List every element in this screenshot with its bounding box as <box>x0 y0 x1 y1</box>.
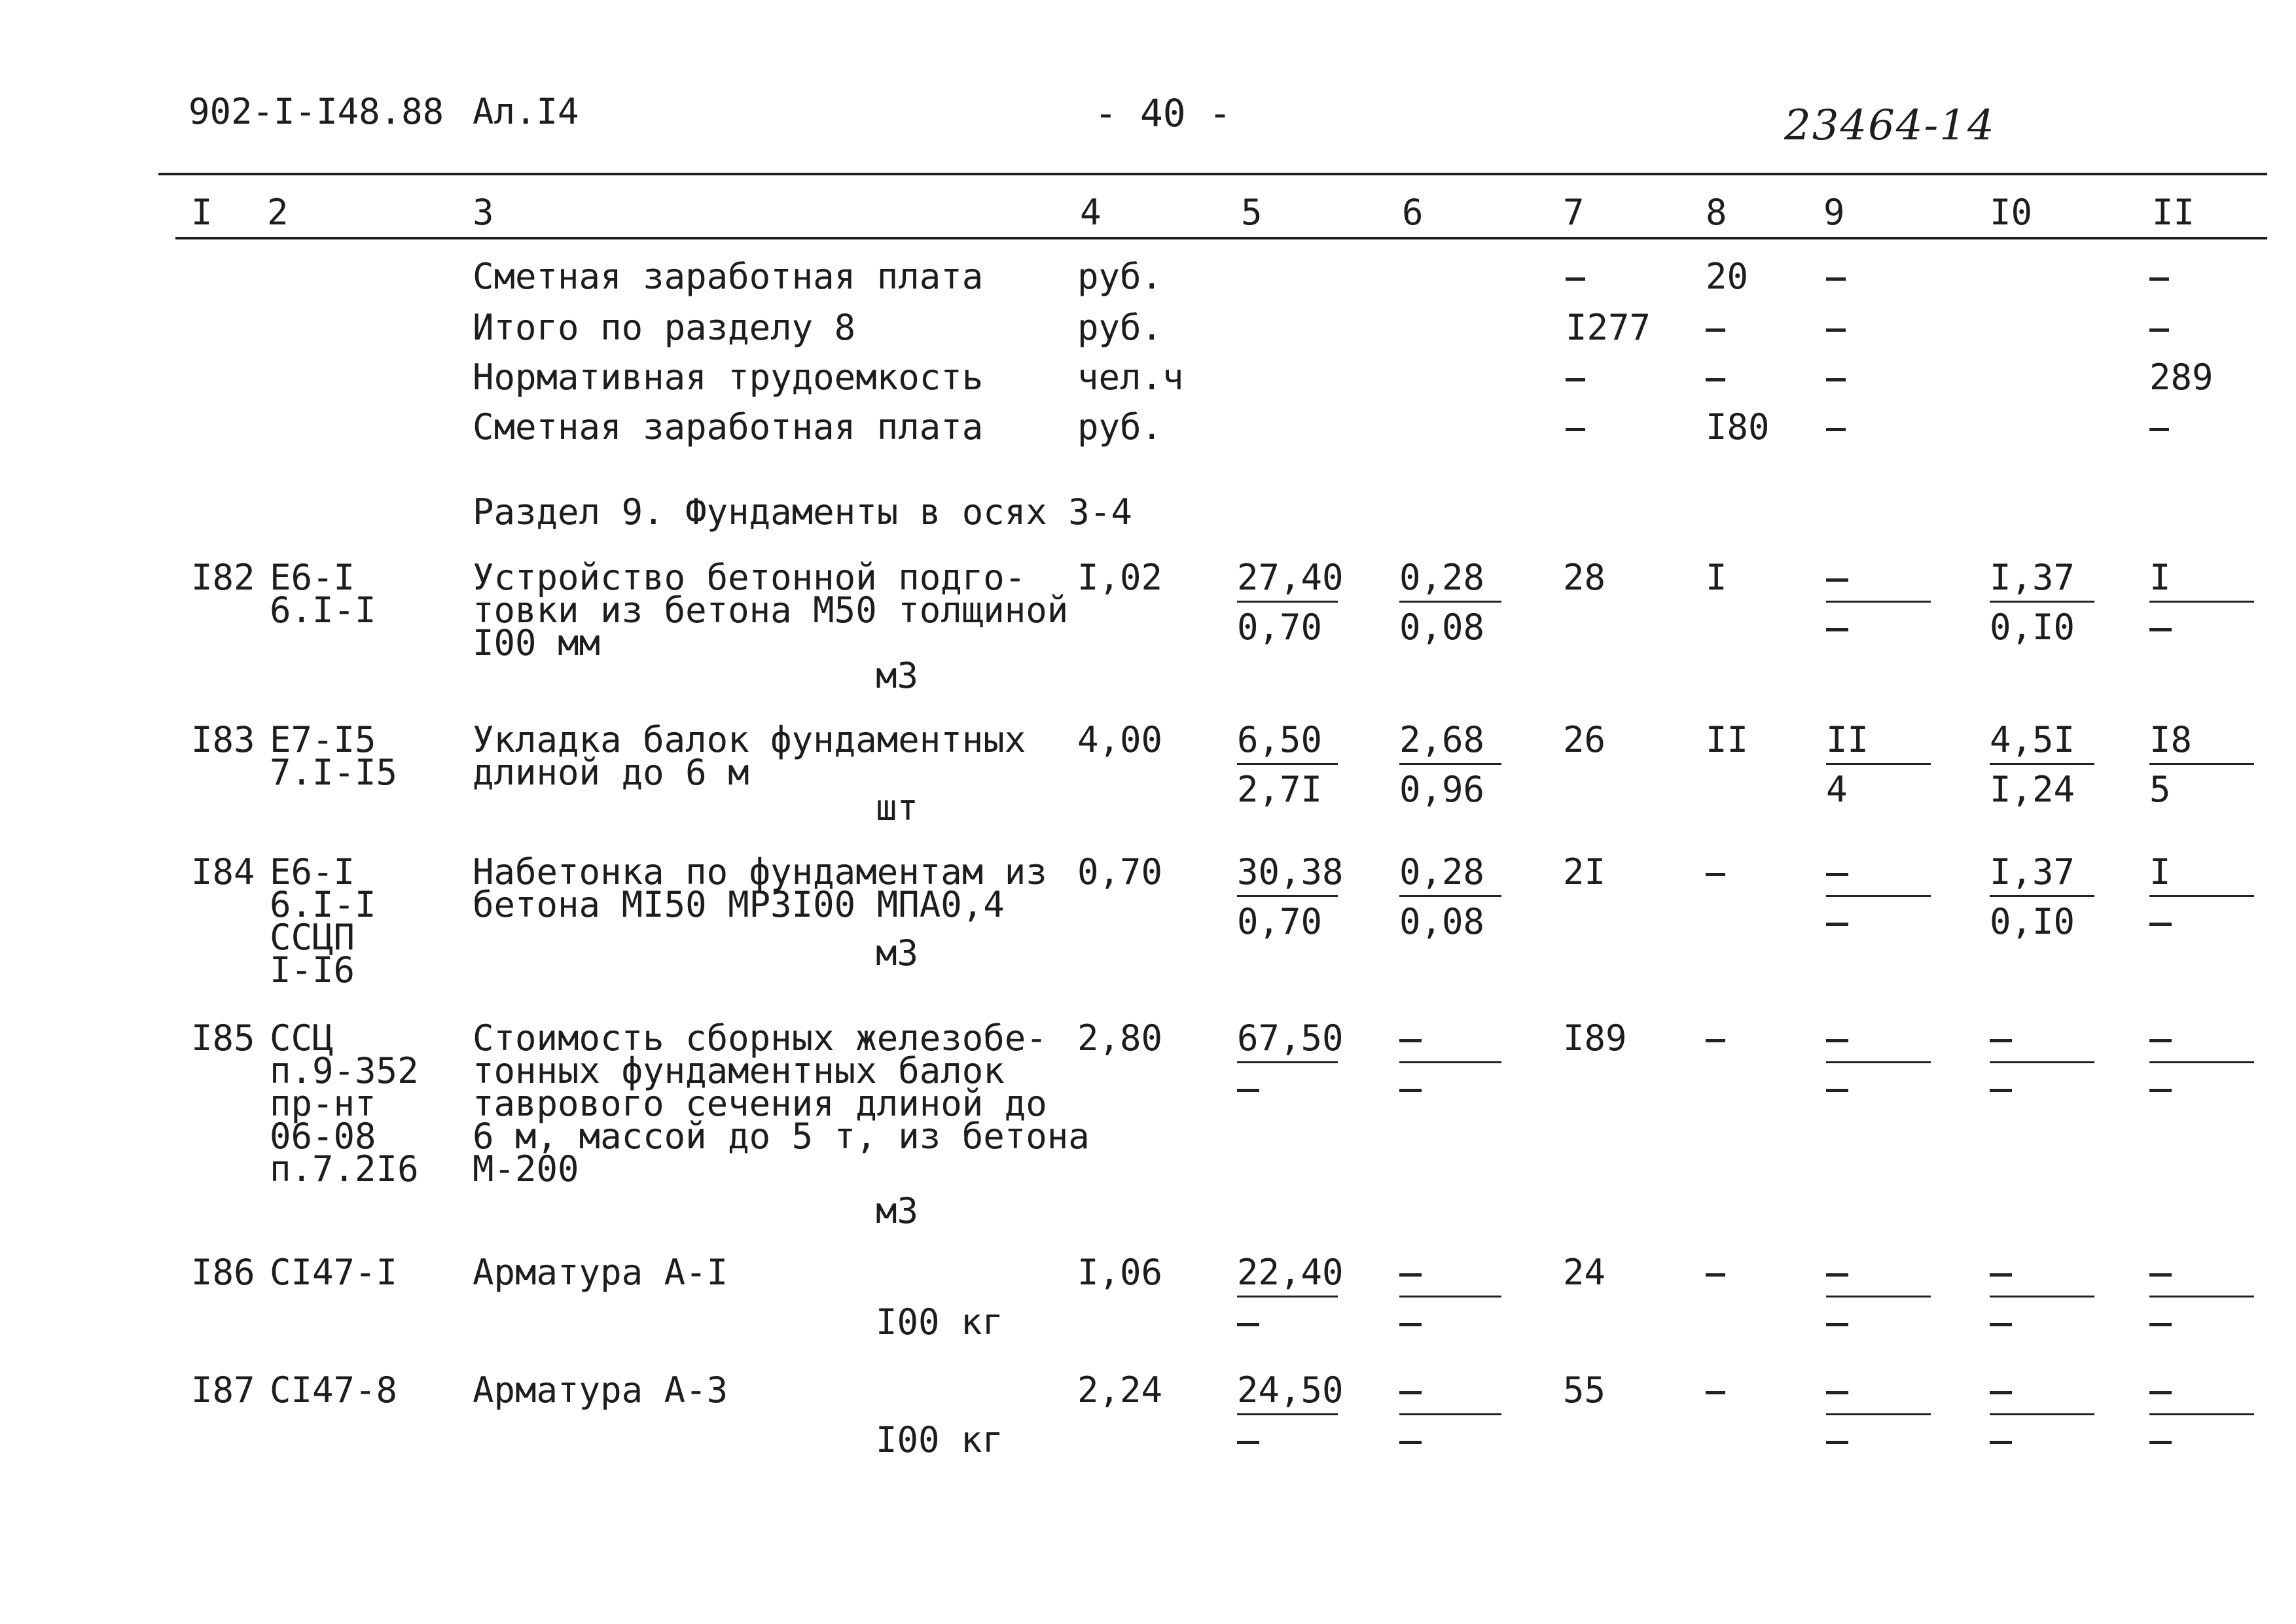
description-line: М-200 <box>473 1148 579 1190</box>
col10-top <box>1990 1391 2012 1394</box>
column-header-2: 2 <box>267 192 289 233</box>
col6-top <box>1399 1391 1422 1394</box>
col11-bar <box>2149 895 2254 897</box>
norm-code-line: п.7.2I6 <box>270 1148 419 1190</box>
norm-code-line: Е6-I <box>270 557 355 598</box>
col9-bar <box>1826 1061 1931 1063</box>
col10-bar <box>1990 763 2094 765</box>
col6-bar <box>1399 1413 1501 1415</box>
description-line: 6 м, массой до 5 т, из бетона <box>473 1116 1090 1157</box>
norm-code-line: ССЦП <box>270 917 355 958</box>
col11-bar <box>2149 601 2254 603</box>
col6-bar <box>1399 895 1501 897</box>
col5-top: 6,50 <box>1237 719 1323 760</box>
summary-col7: I277 <box>1566 307 1651 348</box>
col10-bar <box>1990 895 2094 897</box>
summary-text: Нормативная трудоемкость <box>473 357 984 398</box>
quantity: 4,00 <box>1077 719 1163 760</box>
summary-col11 <box>2149 328 2169 332</box>
col6-top: 0,28 <box>1399 557 1485 598</box>
col11-bottom <box>2149 1323 2172 1326</box>
col6-bottom: 0,96 <box>1399 769 1485 810</box>
col6-bottom: 0,08 <box>1399 901 1485 942</box>
column-header-3: 3 <box>473 192 494 233</box>
quantity: 2,80 <box>1077 1017 1163 1059</box>
col9-bar <box>1826 601 1931 603</box>
col5-bar <box>1237 1413 1338 1415</box>
norm-code-line: Е6-I <box>270 851 355 892</box>
column-header-11: II <box>2152 192 2195 233</box>
norm-code-line: ССЦ <box>270 1017 334 1059</box>
col5-top: 30,38 <box>1237 851 1344 892</box>
norm-code-line: 6.I-I <box>270 884 376 925</box>
col10-top: 4,5I <box>1990 719 2075 760</box>
col5-top: 67,50 <box>1237 1017 1344 1059</box>
col10-bottom <box>1990 1089 2012 1092</box>
col10-bottom: 0,I0 <box>1990 607 2075 648</box>
column-header-8: 8 <box>1706 192 1727 233</box>
table-top-rule <box>158 173 2267 175</box>
col7: 26 <box>1563 719 1606 760</box>
summary-col8: I80 <box>1706 406 1770 448</box>
col6-top: 0,28 <box>1399 851 1485 892</box>
col11-bottom <box>2149 1089 2172 1092</box>
column-header-5: 5 <box>1241 192 1263 233</box>
col9-top <box>1826 1039 1848 1042</box>
col9-bar <box>1826 1413 1931 1415</box>
col10-bottom <box>1990 1323 2012 1326</box>
col9-top <box>1826 873 1848 876</box>
col7: 28 <box>1563 557 1606 598</box>
summary-text: Сметная заработная плата <box>473 256 984 297</box>
col5-bottom <box>1237 1441 1259 1444</box>
norm-code-line: п.9-352 <box>270 1050 419 1091</box>
description-line: Укладка балок фундаментных <box>473 719 1026 760</box>
col5-top: 22,40 <box>1237 1252 1344 1293</box>
description-line: тонных фундаментных балок <box>473 1050 1005 1091</box>
col11-bar <box>2149 763 2254 765</box>
quantity: I,06 <box>1077 1252 1163 1293</box>
summary-unit: руб. <box>1077 307 1163 348</box>
col6-bottom: 0,08 <box>1399 607 1485 648</box>
sheet-label: Ал.I4 <box>473 91 579 132</box>
summary-col9 <box>1826 378 1846 381</box>
col5-bar <box>1237 895 1338 897</box>
summary-col8 <box>1706 328 1725 332</box>
col9-top: II <box>1826 719 1869 760</box>
column-header-4: 4 <box>1080 192 1102 233</box>
unit-label: м3 <box>876 655 919 696</box>
col7: I89 <box>1563 1017 1627 1059</box>
description-line: Устройство бетонной подго- <box>473 557 1026 598</box>
col11-bar <box>2149 1296 2254 1297</box>
summary-col7 <box>1566 378 1585 381</box>
description-line: таврового сечения длиной до <box>473 1083 1047 1124</box>
column-header-9: 9 <box>1823 192 1845 233</box>
column-header-7: 7 <box>1563 192 1585 233</box>
summary-col7 <box>1566 277 1585 281</box>
col8: I <box>1706 557 1727 598</box>
row-number: I82 <box>191 557 255 598</box>
summary-col11: 289 <box>2149 357 2214 398</box>
summary-col9 <box>1826 328 1846 332</box>
column-header-10: I0 <box>1990 192 2033 233</box>
document-code: 902-I-I48.88 <box>188 91 444 132</box>
col11-bottom <box>2149 628 2172 631</box>
summary-text: Сметная заработная плата <box>473 406 984 448</box>
section-title: Раздел 9. Фундаменты в осях 3-4 <box>473 491 1132 533</box>
col10-top: I,37 <box>1990 851 2075 892</box>
col10-top <box>1990 1273 2012 1277</box>
summary-col9 <box>1826 428 1846 431</box>
row-number: I84 <box>191 851 255 892</box>
col8: II <box>1706 719 1749 760</box>
col8 <box>1706 873 1725 876</box>
col11-bottom <box>2149 1441 2172 1444</box>
col5-bar <box>1237 1296 1338 1297</box>
col11-bar <box>2149 1413 2254 1415</box>
quantity: 0,70 <box>1077 851 1163 892</box>
col6-bottom <box>1399 1323 1422 1326</box>
row-number: I83 <box>191 719 255 760</box>
col9-bottom <box>1826 628 1848 631</box>
col9-bottom <box>1826 1441 1848 1444</box>
norm-code-line: 06-08 <box>270 1116 376 1157</box>
quantity: 2,24 <box>1077 1369 1163 1411</box>
description-line: I00 мм <box>473 622 601 663</box>
description-line: Набетонка по фундаментам из <box>473 851 1047 892</box>
description-line: длиной до 6 м <box>473 752 749 793</box>
norm-code-line: пр-нт <box>270 1083 376 1124</box>
page-number: - 40 - <box>1094 91 1232 135</box>
col10-bottom: 0,I0 <box>1990 901 2075 942</box>
col10-bottom <box>1990 1441 2012 1444</box>
col9-bottom <box>1826 1323 1848 1326</box>
norm-code-line: I-I6 <box>270 949 355 991</box>
col9-top <box>1826 578 1848 582</box>
col7: 55 <box>1563 1369 1606 1411</box>
description-line: товки из бетона М50 толщиной <box>473 590 1069 631</box>
col10-bar <box>1990 1061 2094 1063</box>
doc-number: 23464-14 <box>1784 101 1996 150</box>
col6-bar <box>1399 601 1501 603</box>
col9-bar <box>1826 1296 1931 1297</box>
col11-top: I8 <box>2149 719 2193 760</box>
col6-top <box>1399 1273 1422 1277</box>
summary-col9 <box>1826 277 1846 281</box>
summary-text: Итого по разделу 8 <box>473 307 856 348</box>
col11-bottom: 5 <box>2149 769 2171 810</box>
col6-top: 2,68 <box>1399 719 1485 760</box>
col5-bottom: 2,7I <box>1237 769 1323 810</box>
col5-bottom: 0,70 <box>1237 901 1323 942</box>
col5-top: 27,40 <box>1237 557 1344 598</box>
unit-label: шт <box>876 787 919 828</box>
col6-bar <box>1399 1061 1501 1063</box>
summary-unit: руб. <box>1077 256 1163 297</box>
col10-top: I,37 <box>1990 557 2075 598</box>
summary-col8 <box>1706 378 1725 381</box>
col5-bar <box>1237 601 1338 603</box>
col5-bar <box>1237 1061 1338 1063</box>
col9-top <box>1826 1391 1848 1394</box>
col9-bottom <box>1826 923 1848 926</box>
col11-top <box>2149 1039 2172 1042</box>
norm-code-line: СI47-I <box>270 1252 398 1293</box>
col9-top <box>1826 1273 1848 1277</box>
col9-bottom: 4 <box>1826 769 1848 810</box>
unit-label: м3 <box>876 1190 919 1231</box>
col6-top <box>1399 1039 1422 1042</box>
col9-bar <box>1826 895 1931 897</box>
description-line: Стоимость сборных железобе- <box>473 1017 1047 1059</box>
norm-code-line: 7.I-I5 <box>270 752 398 793</box>
summary-col11 <box>2149 428 2169 431</box>
col10-bar <box>1990 601 2094 603</box>
col10-top <box>1990 1039 2012 1042</box>
quantity: I,02 <box>1077 557 1163 598</box>
column-header-1: I <box>191 192 213 233</box>
row-number: I87 <box>191 1369 255 1411</box>
col5-top: 24,50 <box>1237 1369 1344 1411</box>
col10-bar <box>1990 1413 2094 1415</box>
unit-label: м3 <box>876 932 919 974</box>
row-number: I85 <box>191 1017 255 1059</box>
norm-code-line: СI47-8 <box>270 1369 398 1411</box>
summary-unit: чел.ч <box>1077 357 1184 398</box>
col5-bar <box>1237 763 1338 765</box>
unit-label: I00 кг <box>876 1301 1004 1343</box>
col10-bar <box>1990 1296 2094 1297</box>
col5-bottom <box>1237 1323 1259 1326</box>
description-line: Арматура А-I <box>473 1252 728 1293</box>
col6-bottom <box>1399 1089 1422 1092</box>
summary-col11 <box>2149 277 2169 281</box>
col9-bar <box>1826 763 1931 765</box>
column-header-6: 6 <box>1402 192 1424 233</box>
description-line: бетона МI50 МРЗI00 МПА0,4 <box>473 884 1005 925</box>
col6-bottom <box>1399 1441 1422 1444</box>
col11-bar <box>2149 1061 2254 1063</box>
norm-code-line: Е7-I5 <box>270 719 376 760</box>
col5-bottom <box>1237 1089 1259 1092</box>
header-bottom-rule <box>175 237 2267 239</box>
col5-bottom: 0,70 <box>1237 607 1323 648</box>
col7: 2I <box>1563 851 1606 892</box>
summary-col8: 20 <box>1706 256 1749 297</box>
col9-bottom <box>1826 1089 1848 1092</box>
unit-label: I00 кг <box>876 1419 1004 1460</box>
summary-unit: руб. <box>1077 406 1163 448</box>
description-line: Арматура А-3 <box>473 1369 728 1411</box>
col10-bottom: I,24 <box>1990 769 2075 810</box>
col7: 24 <box>1563 1252 1606 1293</box>
summary-col7 <box>1566 428 1585 431</box>
col6-bar <box>1399 1296 1501 1297</box>
col8 <box>1706 1039 1725 1042</box>
row-number: I86 <box>191 1252 255 1293</box>
norm-code-line: 6.I-I <box>270 590 376 631</box>
col11-top: I <box>2149 851 2171 892</box>
col6-bar <box>1399 763 1501 765</box>
col8 <box>1706 1391 1725 1394</box>
col11-bottom <box>2149 923 2172 926</box>
col11-top <box>2149 1273 2172 1277</box>
col8 <box>1706 1273 1725 1277</box>
col11-top: I <box>2149 557 2171 598</box>
col11-top <box>2149 1391 2172 1394</box>
